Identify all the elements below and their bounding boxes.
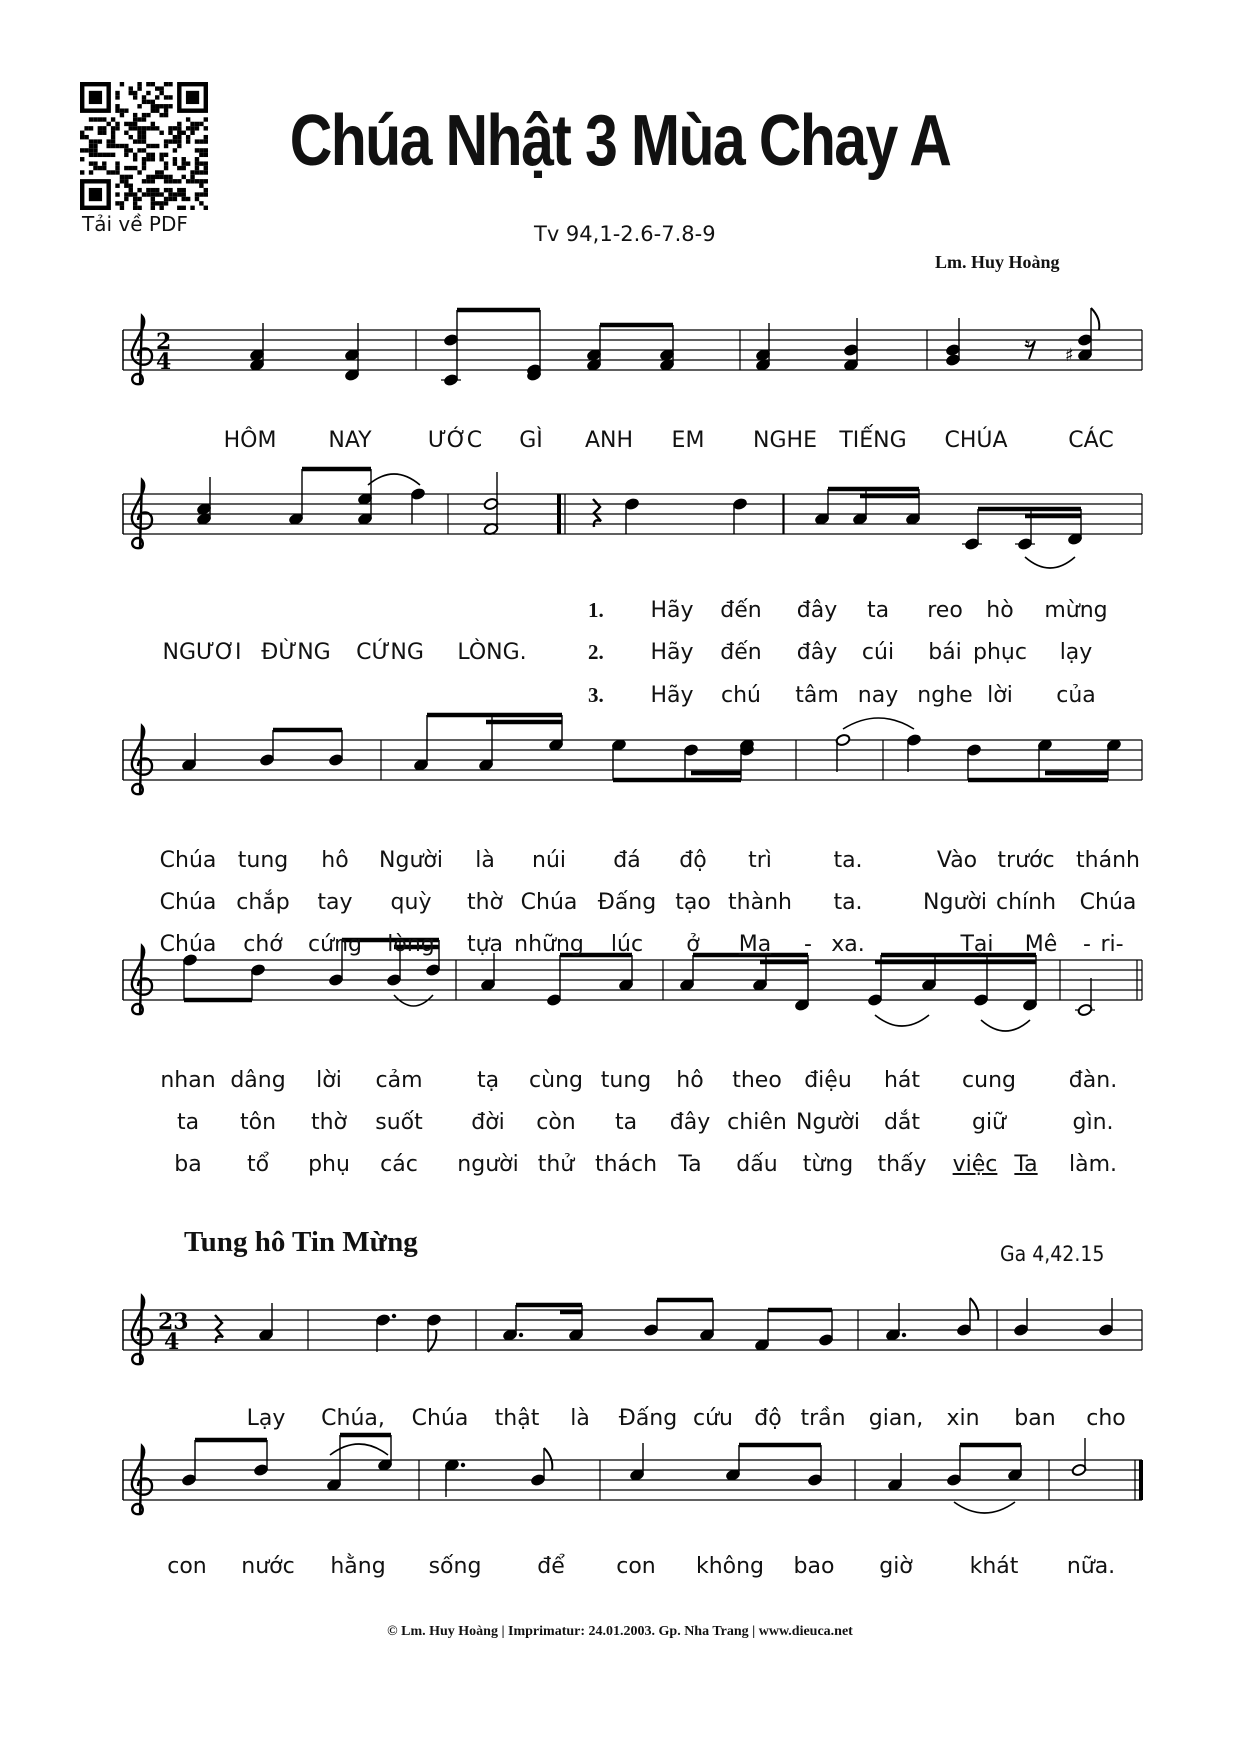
lyric-syllable: thật [494, 1406, 540, 1431]
lyric-syllable: tung [600, 1068, 652, 1093]
lyric-syllable: ta [866, 598, 890, 623]
lyric-syllable: suốt [375, 1110, 423, 1135]
lyric-syllable: CHÚA [944, 428, 1008, 453]
lyric-syllable: Người [379, 848, 443, 873]
lyric-syllable: Đấng [618, 1406, 678, 1431]
lyric-syllable: cung [962, 1068, 1016, 1093]
qr-caption[interactable]: Tải về PDF [82, 212, 188, 236]
lyric-syllable: hô [321, 848, 349, 873]
lyric-syllable: Người [923, 890, 987, 915]
lyric-syllable: dấu [736, 1152, 778, 1177]
lyric-syllable: dắt [883, 1110, 921, 1135]
lyric-syllable: để [537, 1554, 565, 1579]
time-signature-bottom: 4 [156, 349, 172, 375]
eighth-rest-icon: 𝄾 [1025, 332, 1031, 356]
lyric-syllable: giờ [879, 1554, 913, 1579]
lyric-syllable: những [514, 932, 584, 957]
composer: Lm. Huy Hoàng [935, 252, 1060, 272]
psalm-reference: Tv 94,1-2.6-7.8-9 [534, 222, 716, 246]
lyric-syllable: nước [241, 1554, 295, 1579]
slur [981, 1020, 1030, 1031]
lyric-syllable: đàn. [1068, 1068, 1118, 1093]
lyric-syllable: reo [927, 598, 963, 623]
lyric-syllable: Ta [678, 1152, 702, 1177]
lyric-syllable: cho [1086, 1406, 1126, 1431]
lyric-syllable: đây [796, 598, 838, 623]
lyric-syllable: ban [1014, 1406, 1056, 1431]
lyric-syllable: thờ [466, 890, 504, 915]
lyric-syllable: trì [748, 848, 772, 873]
lyric-syllable: ĐỪNG [261, 640, 331, 665]
lyric-syllable: điệu [804, 1068, 852, 1093]
slur [843, 718, 914, 729]
lyric-syllable: Lạy [246, 1406, 286, 1431]
lyric-syllable: thách [594, 1152, 658, 1177]
lyric-syllable: Ma [738, 932, 772, 957]
slur [1025, 557, 1075, 568]
lyric-syllable: đến [720, 640, 762, 665]
lyric-syllable: Chúa [520, 890, 578, 915]
lyric-syllable: chiên [727, 1110, 787, 1135]
staff-system-3 [0, 710, 1240, 820]
dot [461, 1463, 465, 1467]
staff-system-5 [0, 1280, 1240, 1390]
lyric-syllable: việc [952, 1152, 998, 1177]
lyric-syllable: ở [686, 932, 700, 957]
dot [392, 1314, 396, 1318]
lyric-syllable: của [1056, 683, 1096, 708]
lyric-syllable: ta [176, 1110, 200, 1135]
lyric-syllable: thử [537, 1152, 575, 1177]
slur [368, 474, 420, 485]
lyric-syllable: ANH [584, 428, 634, 453]
lyric-syllable: Vào [936, 848, 978, 873]
lyric-syllable: - [1083, 932, 1091, 957]
lyric-syllable: lòng [387, 932, 435, 957]
lyric-syllable: còn [536, 1110, 576, 1135]
lyric-syllable: độ [679, 848, 707, 873]
lyric-syllable: khát [969, 1554, 1019, 1579]
slur [875, 1015, 929, 1026]
lyric-syllable: lời [987, 683, 1013, 708]
lyric-syllable: đá [613, 848, 641, 873]
lyric-syllable: gìn. [1072, 1110, 1114, 1135]
lyric-syllable: trần [800, 1406, 846, 1431]
lyric-syllable: cùng [529, 1068, 583, 1093]
lyric-syllable: ba [174, 1152, 202, 1177]
lyric-syllable: sống [428, 1554, 482, 1579]
lyric-syllable: nghe [917, 683, 973, 708]
lyric-syllable: con [167, 1554, 207, 1579]
sharp-icon: ♯ [1065, 345, 1074, 366]
lyric-syllable: Chúa [411, 1406, 469, 1431]
lyric-syllable: trước [997, 848, 1055, 873]
time-signature-bottom: 4 [164, 1329, 180, 1355]
lyric-syllable: giữ [971, 1110, 1007, 1135]
lyric-syllable: thánh [1076, 848, 1140, 873]
lyric-syllable: tựa [466, 932, 504, 957]
lyric-syllable: từng [802, 1152, 854, 1177]
slur [954, 1502, 1015, 1513]
lyric-syllable: thấy [877, 1152, 927, 1177]
lyric-syllable: thành [728, 890, 792, 915]
barline-thick [557, 494, 561, 534]
lyric-syllable: Người [796, 1110, 860, 1135]
lyric-syllable: chớ [243, 932, 283, 957]
lyric-syllable: hát [883, 1068, 921, 1093]
quarter-rest-icon [215, 1315, 223, 1343]
lyric-syllable: Đấng [597, 890, 657, 915]
lyric-syllable: xa. [831, 932, 865, 957]
slur [330, 1444, 388, 1455]
lyric-syllable: con [616, 1554, 656, 1579]
lyric-syllable: Chúa [159, 890, 217, 915]
lyric-syllable: Chúa, [321, 1406, 385, 1431]
lyric-syllable: xin [946, 1406, 980, 1431]
lyric-syllable: Hãy [650, 598, 694, 623]
lyric-syllable: đến [720, 598, 762, 623]
dot [902, 1333, 906, 1337]
lyric-syllable: là [570, 1406, 590, 1431]
lyric-syllable: hô [676, 1068, 704, 1093]
lyric-syllable: Hãy [650, 683, 694, 708]
lyric-syllable: NGHE [753, 428, 817, 453]
lyric-syllable: lạy [1059, 640, 1093, 665]
lyric-syllable: chính [995, 890, 1057, 915]
lyric-syllable: làm. [1068, 1152, 1118, 1177]
time-signature-top: 2 [156, 329, 172, 355]
lyric-syllable: - [804, 932, 812, 957]
lyric-syllable: đây [796, 640, 838, 665]
lyric-syllable: LÒNG. [457, 640, 527, 665]
page-title: Chúa Nhật 3 Mùa Chay A [289, 101, 951, 181]
lyric-syllable: nay [857, 683, 899, 708]
lyric-syllable: gian, [868, 1406, 924, 1431]
time-signature-top: 23 [158, 1309, 189, 1335]
lyric-syllable: lời [316, 1068, 342, 1093]
lyric-syllable: GÌ [519, 428, 543, 453]
lyric-syllable: Tại [960, 932, 994, 957]
staff-system-1 [0, 300, 1240, 410]
lyric-syllable: tạo [675, 890, 711, 915]
lyric-syllable: hò [986, 598, 1014, 623]
lyric-syllable: TIẾNG [839, 428, 907, 453]
lyric-syllable: độ [754, 1406, 782, 1431]
lyric-syllable: chắp [236, 890, 290, 915]
lyric-syllable: ta. [833, 848, 863, 873]
verse-number: 1. [588, 598, 604, 622]
lyric-syllable: tôn [239, 1110, 277, 1135]
lyric-syllable: đây [669, 1110, 711, 1135]
flag [544, 1448, 552, 1470]
lyric-syllable: CỨNG [356, 640, 424, 665]
flag [1091, 308, 1099, 330]
lyric-syllable: cúi [861, 640, 895, 665]
lyric-syllable: tung [237, 848, 289, 873]
lyric-syllable: NAY [328, 428, 372, 453]
lyric-syllable: đời [471, 1110, 505, 1135]
lyric-syllable: ta [614, 1110, 638, 1135]
lyric-syllable: nhan [160, 1068, 216, 1093]
lyric-syllable: Chúa [1079, 890, 1137, 915]
lyric-syllable: chú [721, 683, 761, 708]
lyric-syllable: ta. [833, 890, 863, 915]
flag [428, 1330, 436, 1352]
flag [970, 1298, 978, 1320]
lyric-syllable: Chúa [159, 848, 217, 873]
lyric-syllable: phụ [308, 1152, 350, 1177]
staff-system-6 [0, 1430, 1240, 1540]
lyric-syllable: quỳ [390, 890, 432, 915]
verse-number: 3. [588, 683, 604, 707]
lyric-syllable: hằng [330, 1554, 386, 1579]
gospel-reference: Ga 4,42.15 [1000, 1242, 1105, 1266]
lyric-syllable: ri- [1100, 932, 1124, 957]
lyric-syllable: EM [671, 428, 705, 453]
barline-thick [1139, 1460, 1143, 1500]
lyric-syllable: lúc [610, 932, 644, 957]
lyric-syllable: NGƯƠI [162, 640, 242, 665]
lyric-syllable: Chúa [159, 932, 217, 957]
lyric-syllable: Ta [1014, 1152, 1038, 1177]
lyric-syllable: ƯỚC [427, 428, 483, 453]
section-title: Tung hô Tin Mừng [184, 1226, 418, 1258]
lyric-syllable: nữa. [1066, 1554, 1116, 1579]
lyric-syllable: thờ [310, 1110, 348, 1135]
dot [519, 1333, 523, 1337]
verse-number: 2. [588, 640, 604, 664]
lyric-syllable: cứng [308, 932, 362, 957]
lyric-syllable: theo [732, 1068, 782, 1093]
lyric-syllable: các [380, 1152, 418, 1177]
lyric-syllable: núi [532, 848, 566, 873]
lyric-syllable: phục [973, 640, 1027, 665]
lyric-syllable: tay [317, 890, 353, 915]
lyric-syllable: tâm [795, 683, 839, 708]
lyric-syllable: cảm [375, 1068, 423, 1093]
lyric-syllable: bao [793, 1554, 835, 1579]
lyric-syllable: tổ [246, 1152, 270, 1177]
lyric-syllable: mừng [1044, 598, 1108, 623]
lyric-syllable: HÔM [223, 428, 277, 453]
lyric-syllable: không [695, 1554, 765, 1579]
lyric-syllable: bái [928, 640, 962, 665]
lyric-syllable: dâng [230, 1068, 286, 1093]
lyric-syllable: CÁC [1068, 428, 1114, 453]
lyric-syllable: Mê [1024, 932, 1058, 957]
quarter-rest-icon [593, 499, 601, 527]
lyric-syllable: Hãy [650, 640, 694, 665]
footer: © Lm. Huy Hoàng | Imprimatur: 24.01.2003. Gp. Nha Trang | www.dieuca.net [387, 1624, 853, 1639]
staff-system-2 [0, 464, 1240, 574]
lyric-syllable: là [475, 848, 495, 873]
lyric-syllable: tạ [476, 1068, 500, 1093]
lyric-syllable: cứu [693, 1406, 733, 1431]
lyric-syllable: người [457, 1152, 519, 1177]
